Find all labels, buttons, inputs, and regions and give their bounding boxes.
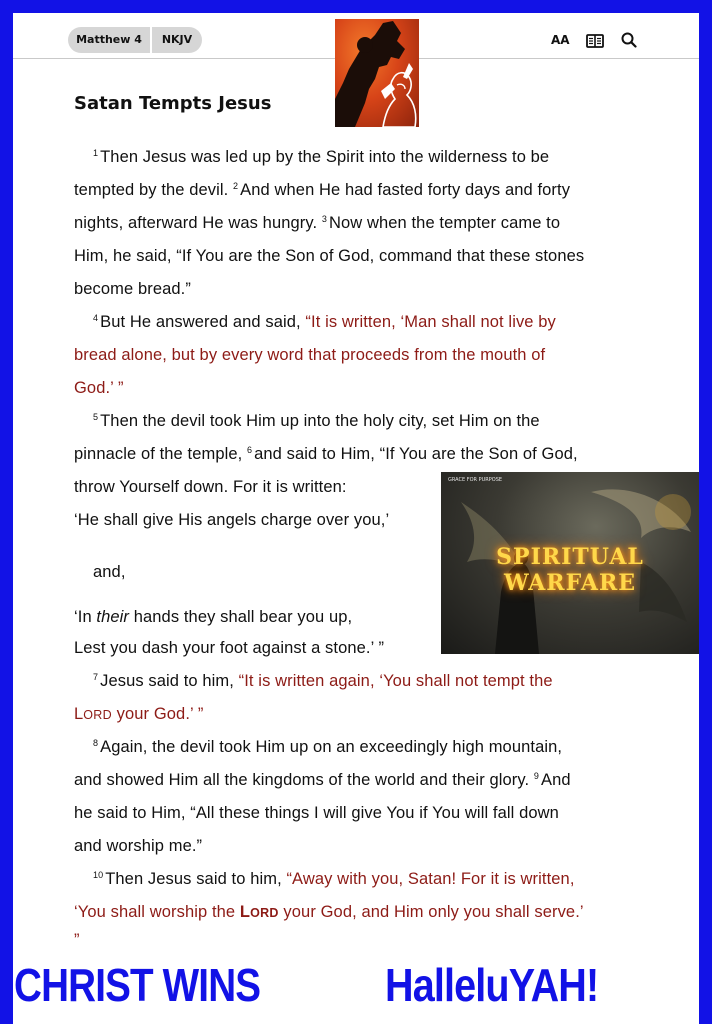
bible-reader-window bbox=[13, 13, 699, 951]
verse-number: 6 bbox=[247, 445, 253, 455]
verse-line bbox=[93, 148, 549, 167]
verse-line bbox=[74, 705, 203, 724]
words-of-christ: God.’ ” bbox=[74, 379, 124, 397]
verse-text-segment: and showed Him all the kingdoms of the world and their glory. bbox=[74, 771, 534, 789]
verse-text-segment: Now when the tempter came to bbox=[328, 214, 561, 232]
verse-line bbox=[74, 804, 559, 823]
verse-text-segment: Then the devil took Him up into the holy city, set Him on the bbox=[100, 412, 540, 430]
verse-line bbox=[74, 379, 124, 398]
words-of-christ: L bbox=[74, 705, 84, 723]
verse-text-segment: throw Yourself down. For it is written: bbox=[74, 478, 347, 496]
words-of-christ: bread alone, but by every word that proceeds from the mouth of bbox=[74, 346, 546, 364]
words-of-christ: your God.’ ” bbox=[111, 705, 204, 723]
italic-word: their bbox=[96, 608, 130, 626]
verse-text-segment: and, bbox=[93, 563, 126, 581]
words-of-christ: ‘You shall worship the bbox=[74, 903, 240, 921]
verse-line bbox=[74, 445, 578, 464]
section-heading: Satan Tempts Jesus bbox=[74, 93, 272, 114]
verse-text-segment: Then Jesus said to him, bbox=[105, 870, 287, 888]
verse-number: 4 bbox=[93, 313, 99, 323]
words-of-christ: ” bbox=[74, 931, 80, 949]
verse-text-segment: Him, he said, “If You are the Son of God, command that these stones bbox=[74, 247, 585, 265]
words-of-christ: “Away with you, Satan! For it is written, bbox=[286, 870, 575, 888]
verse-text-segment: But He answered and said, bbox=[100, 313, 306, 331]
book-chapter-button[interactable]: Matthew 4 bbox=[68, 27, 150, 53]
video-title: SPIRITUAL WARFARE bbox=[496, 544, 644, 596]
verse-line bbox=[74, 247, 584, 266]
banner-text-left: CHRIST WINS bbox=[14, 959, 261, 1011]
verse-text-segment: nights, afterward He was hungry. bbox=[74, 214, 322, 232]
verse-line bbox=[93, 738, 562, 757]
verse-number: 3 bbox=[321, 214, 327, 224]
verse-number: 9 bbox=[533, 771, 539, 781]
verse-text-segment: Jesus said to him, bbox=[100, 672, 239, 690]
frame-border-right bbox=[699, 951, 712, 1024]
words-of-christ: “It is written, ‘Man shall not live by bbox=[305, 313, 556, 331]
verse-number: 2 bbox=[233, 181, 239, 191]
verse-text-segment: Then Jesus was led up by the Spirit into the wilderness to be bbox=[100, 148, 550, 166]
verse-text-segment: and said to Him, “If You are the Son of God, bbox=[254, 445, 578, 463]
temptation-artwork-image bbox=[335, 19, 419, 127]
verse-line bbox=[74, 346, 545, 365]
frame-border-left bbox=[0, 951, 13, 1024]
verse-text-segment: Again, the devil took Him up on an exceedingly high mountain, bbox=[100, 738, 563, 756]
verse-text-segment: become bread.” bbox=[74, 280, 191, 298]
video-channel-label: GRACE FOR PURPOSE bbox=[448, 477, 503, 483]
verse-text-segment: And bbox=[541, 771, 571, 789]
verse-number: 7 bbox=[93, 672, 99, 682]
verse-number: 5 bbox=[93, 412, 99, 422]
verse-line bbox=[93, 672, 553, 691]
verse-number: 1 bbox=[93, 148, 99, 158]
verse-line bbox=[74, 931, 80, 950]
small-caps-lord: ORD bbox=[250, 906, 279, 920]
verse-line bbox=[74, 181, 570, 200]
words-of-christ: your God, and Him only you shall serve.’ bbox=[278, 903, 584, 921]
search-icon[interactable] bbox=[621, 32, 637, 52]
version-button[interactable]: NKJV bbox=[152, 27, 202, 53]
verse-line bbox=[93, 563, 126, 582]
verse-line bbox=[74, 280, 191, 299]
verse-text-segment: Lest you dash your foot against a stone.’ ” bbox=[74, 639, 385, 657]
verse-line bbox=[74, 478, 347, 497]
verse-text-segment: pinnacle of the temple, bbox=[74, 445, 248, 463]
spiritual-warfare-video-thumbnail[interactable] bbox=[441, 472, 699, 654]
small-caps-lord: ORD bbox=[83, 708, 112, 722]
banner-text-right: HalleluYAH! bbox=[385, 959, 599, 1011]
verse-text-segment: And when He had fasted forty days and forty bbox=[240, 181, 571, 199]
verse-text-segment: ‘In bbox=[74, 608, 97, 626]
verse-line bbox=[93, 870, 575, 889]
verse-text-segment: and worship me.” bbox=[74, 837, 203, 855]
verse-number: 8 bbox=[93, 738, 99, 748]
verse-line bbox=[74, 771, 571, 790]
verse-line bbox=[93, 313, 556, 332]
words-of-christ: L bbox=[239, 903, 251, 921]
verse-text-segment: he said to Him, “All these things I will give You if You will fall down bbox=[74, 804, 559, 822]
verse-line bbox=[74, 511, 389, 530]
verse-line bbox=[74, 903, 584, 922]
font-size-icon[interactable]: AA bbox=[551, 33, 570, 47]
verse-line bbox=[93, 412, 540, 431]
verse-line bbox=[74, 608, 352, 627]
words-of-christ: “It is written again, ‘You shall not tempt the bbox=[238, 672, 553, 690]
verse-line bbox=[74, 837, 202, 856]
verse-number: 10 bbox=[93, 870, 104, 880]
verse-line bbox=[74, 639, 384, 658]
verse-text-segment: hands they shall bear you up, bbox=[129, 608, 353, 626]
verse-text-segment: ‘He shall give His angels charge over you,’ bbox=[74, 511, 390, 529]
book-icon[interactable] bbox=[586, 33, 604, 52]
verse-text-segment: tempted by the devil. bbox=[74, 181, 234, 199]
verse-line bbox=[74, 214, 560, 233]
